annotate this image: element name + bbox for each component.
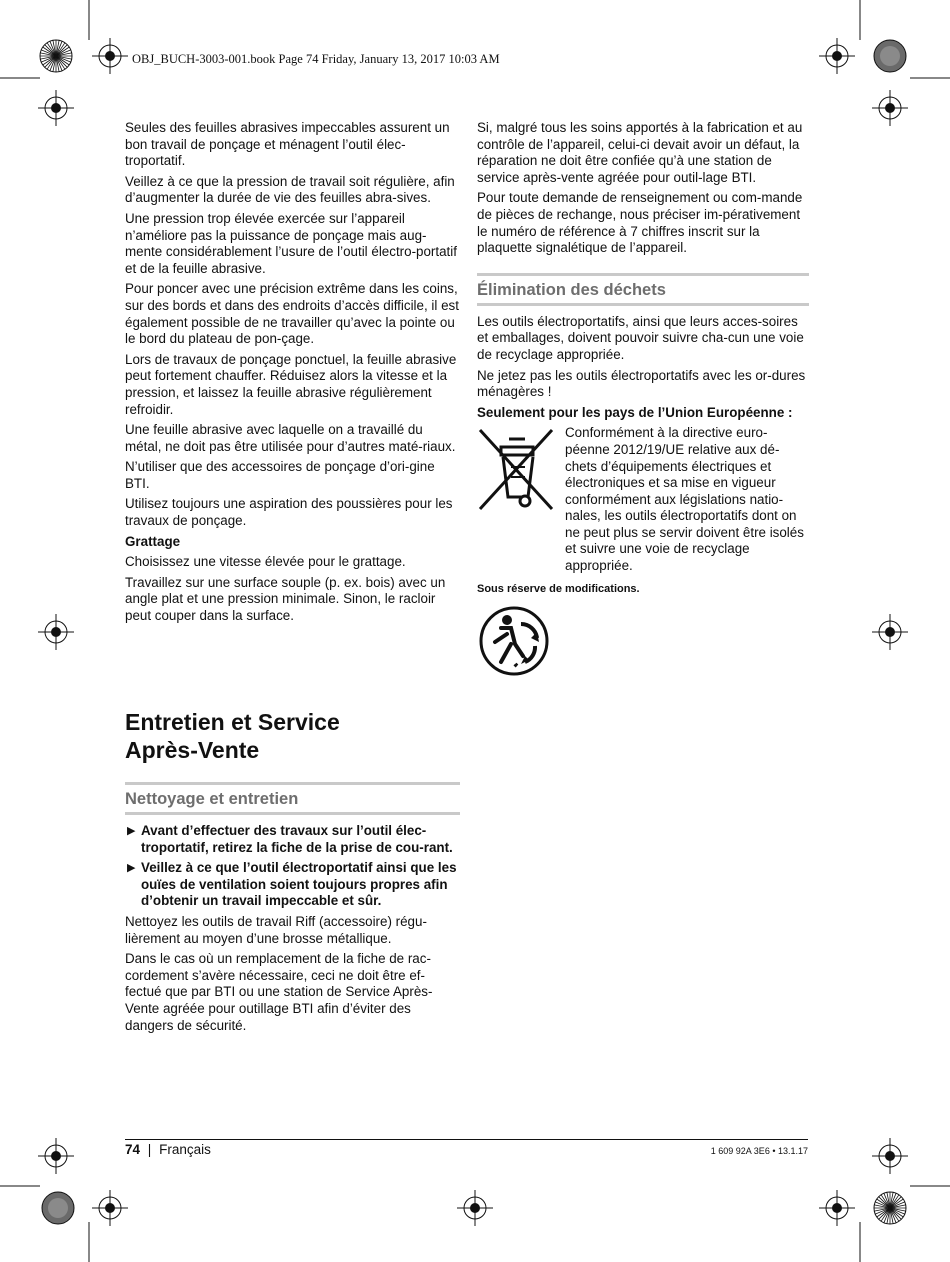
paragraph: Nettoyez les outils de travail Riff (accessoire) régu-lièrement au moyen d’une brosse métallique.: [125, 913, 427, 946]
footer-left: [125, 1142, 211, 1157]
right-column: [477, 120, 809, 678]
bullet-triangle-icon: ▶: [127, 862, 136, 875]
paragraph: Dans le cas où un remplacement de la fiche de rac-cordement s’avère nécessaire, ceci ne doit être ef-fectué que par BTI ou une station de Service Après-Vente agréée pour outillage BTI afin d’éviter des dangers de sécurité.: [125, 951, 433, 1033]
footer-separator: |: [147, 1142, 152, 1157]
weee-crossed-bin-icon: [477, 427, 555, 517]
paragraph: Lors de travaux de ponçage ponctuel, la feuille abrasive peut fortement chauffer. Réduisez alors la vitesse et la pression, et laissez la feuille abrasive régulièrement refroidir.: [125, 351, 457, 417]
disposal-heading: Élimination des déchets: [477, 273, 809, 306]
grattage-heading: Grattage: [125, 533, 181, 549]
paragraph: Choisissez une vitesse élevée pour le grattage.: [125, 554, 406, 570]
cleaning-heading: Nettoyage et entretien: [125, 782, 460, 815]
paragraph: Les outils électroportatifs, ainsi que leurs acces-soires et emballages, doivent pouvoir suivre cha-cun une voie de recyclage appropriée.: [477, 313, 804, 362]
bullet-item: [125, 823, 460, 856]
page-number: 74: [125, 1142, 141, 1157]
paragraph: Travaillez sur une surface souple (p. ex. bois) avec un angle plat et une pression minimale. Sinon, le racloir peut couper dans la surface.: [125, 574, 446, 624]
paragraph: Seules des feuilles abrasives impeccables assurent un bon travail de ponçage et ménagent l’outil élec-troportatif.: [125, 120, 450, 169]
paragraph: Si, malgré tous les soins apportés à la fabrication et au contrôle de l’appareil, celui-ci devait avoir un défaut, la réparation ne doit être confiée qu’à une station de service après-vente agréée pour outil-lage BTI.: [477, 120, 803, 185]
paragraph: N’utiliser que des accessoires de ponçage d’ori-gine BTI.: [125, 459, 435, 491]
paragraph: Pour toute demande de renseignement ou com-mande de pièces de rechange, nous préciser im-pérativement le numéro de référence à 7 chiffres inscrit sur la plaquette signalétique de l’appareil.: [477, 190, 803, 256]
triman-recycling-icon: [477, 604, 551, 678]
bullet-text: Veillez à ce que l’outil électroportatif ainsi que les ouïes de ventilation soient toujours propres afin d’obtenir un travail impeccable et sûr.: [141, 860, 457, 909]
paragraph: Veillez à ce que la pression de travail soit régulière, afin d’augmenter la durée de vie des feuilles abra-sives.: [125, 173, 455, 206]
bullet-text: Avant d’effectuer des travaux sur l’outil élec-troportatif, retirez la fiche de la prise de cou-rant.: [141, 823, 453, 855]
main-heading: Entretien et Service Après-Vente: [125, 709, 340, 763]
bullet-triangle-icon: ▶: [127, 825, 136, 837]
footer-rule: [125, 1139, 808, 1140]
cleaning-section: [125, 782, 460, 1038]
paragraph: Une pression trop élevée exercée sur l’appareil n’améliore pas la puissance de ponçage mais aug-mente considérablement l’usure de l’outil électro-portatif et de la feuille abrasive.: [125, 210, 457, 276]
paragraph: Une feuille abrasive avec laquelle on a travaillé du métal, ne doit pas être utilisée pour d’autres maté-riaux.: [125, 422, 456, 454]
footer-language: Français: [159, 1142, 211, 1157]
paragraph: Ne jetez pas les outils électroportatifs avec les or-dures ménagères !: [477, 367, 806, 400]
book-header: OBJ_BUCH-3003-001.book Page 74 Friday, January 13, 2017 10:03 AM: [132, 52, 500, 66]
eu-text: Conformément à la directive euro-péenne 2012/19/UE relative aux dé-chets d’équipements électriques et électroniques et sa mise en vigueur conformément aux législations natio-nales, les outils électroportatifs dont on ne peut plus se servir doivent être isolés et suivre une voie de recyclage appropriée.: [565, 425, 804, 574]
footer-reference: 1 609 92A 3E6 • 13.1.17: [710, 1146, 808, 1156]
bullet-item: [125, 860, 460, 910]
paragraph: Utilisez toujours une aspiration des poussières pour les travaux de ponçage.: [125, 496, 453, 529]
eu-heading: Seulement pour les pays de l’Union Européenne :: [477, 404, 793, 420]
service-section: [125, 708, 460, 764]
left-column: [125, 120, 460, 629]
reserve-note: Sous réserve de modifications.: [477, 583, 640, 596]
weee-block: [477, 425, 809, 575]
paragraph: Pour poncer avec une précision extrême dans les coins, sur des bords et dans des endroits d’accès difficile, il est également possible de ne travailler qu’avec la pointe ou le bord du plateau de pon-çage.: [125, 281, 459, 347]
